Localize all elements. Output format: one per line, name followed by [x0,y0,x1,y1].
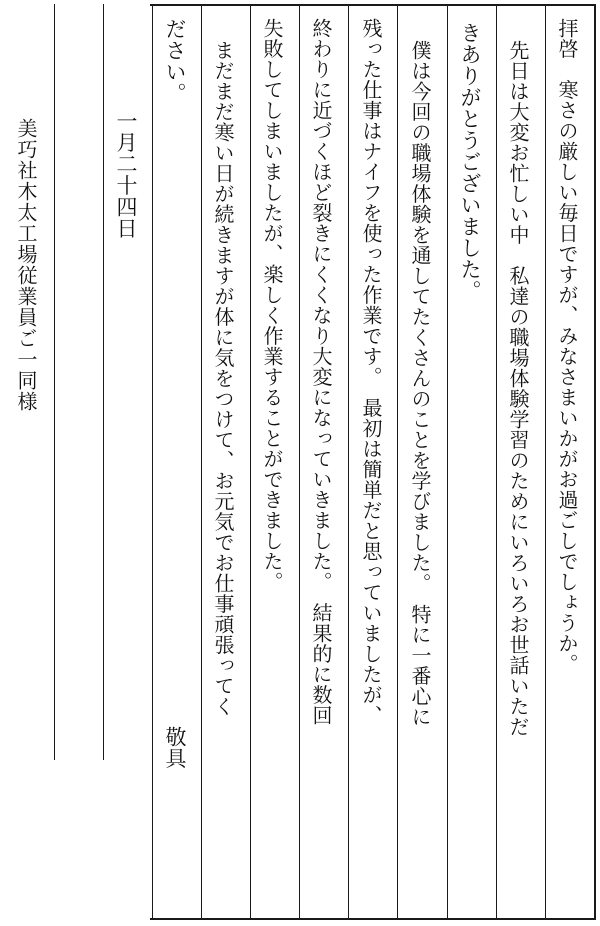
letter-line: 終わりに近づくほど裂きにくくなり大変になっていきました。 結果的に数回 [309,18,333,726]
letter-line: ださい。 [163,18,187,104]
letter-line: きありがとうございました。 [458,22,482,302]
letter-line: まだまだ寒い日が続きますが体に気をつけて、お元気でお仕事頑張ってく [211,40,235,717]
addressee: 美巧社木太工場従業員ご一同様 [14,118,38,412]
letter-line: 拝啓 寒さの厳しい毎日ですが、みなさまいかがお過ごしでしょうか。 [555,18,579,674]
rule-line [250,4,251,920]
rule-line [348,4,349,920]
rule-line [447,4,448,920]
rule-line [152,4,153,920]
rule-line [545,4,546,920]
closing-keigu: 敬具 [163,726,187,769]
rule-line [201,4,202,920]
bottom-border [150,918,596,920]
letter-line: 先日は大変お忙しい中 私達の職場体験学習のためにいろいろお世話いただ [506,40,530,737]
letter-date: 一月二十四日 [114,110,138,239]
right-border [594,4,596,920]
letter-line: 僕は今回の職場体験を通してたくさんのことを学びました。 特に一番心に [408,40,432,727]
rule-line [103,4,104,760]
letter-line: 残った仕事はナイフを使った作業です。 最初は簡単だと思っていましたが、 [359,18,383,726]
top-border [150,4,596,6]
letter-line: 失敗してしまいましたが、楽しく作業することができました。 [260,18,284,592]
rule-line [397,4,398,920]
rule-line [299,4,300,920]
rule-line [54,4,55,760]
rule-line [496,4,497,920]
